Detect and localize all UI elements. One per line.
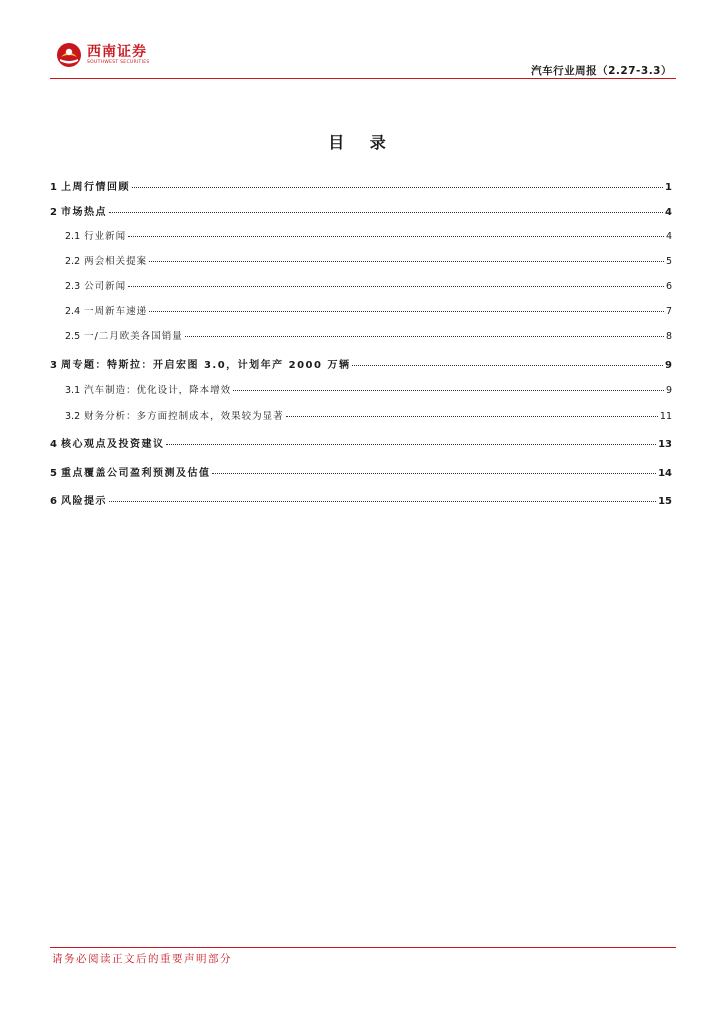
toc-entry[interactable] (50, 178, 672, 198)
toc-entry-number: 5 (50, 468, 57, 479)
toc-dot-leader (128, 286, 664, 287)
toc-entry-page: 7 (665, 306, 672, 317)
toc-entry-number: 2.2 (65, 256, 81, 267)
toc-entry[interactable] (50, 328, 672, 348)
toc-entry-number: 2.5 (65, 331, 81, 342)
toc-dot-leader (166, 444, 656, 445)
toc-entry-label: 一周新车速递 (84, 306, 148, 317)
toc-dot-leader (128, 236, 664, 237)
toc-entry-page: 5 (665, 256, 672, 267)
toc-dot-leader (109, 212, 663, 213)
toc-dot-leader (352, 365, 663, 366)
toc-entry-label: 一/二月欧美各国销量 (84, 331, 183, 342)
toc-dot-leader (212, 473, 656, 474)
toc-entry-page: 15 (658, 496, 672, 507)
toc-entry-number: 2.3 (65, 281, 81, 292)
toc-entry-page: 11 (659, 411, 672, 422)
toc-entry[interactable] (50, 356, 672, 376)
toc-entry-label: 重点覆盖公司盈利预测及估值 (60, 468, 211, 479)
toc-dot-leader (286, 416, 658, 417)
footer-divider (50, 947, 676, 948)
company-logo (56, 42, 150, 68)
toc-entry[interactable] (50, 492, 672, 512)
toc-entry[interactable] (50, 253, 672, 273)
toc-entry-label: 市场热点 (60, 207, 107, 218)
logo-chinese-name: 西南证券 (87, 44, 147, 60)
toc-entry-page: 4 (665, 231, 672, 242)
toc-entry-number: 1 (50, 182, 57, 193)
toc-entry-label: 两会相关提案 (84, 256, 148, 267)
toc-entry-label: 财务分析：多方面控制成本，效果较为显著 (84, 411, 284, 422)
toc-dot-leader (149, 311, 664, 312)
toc-entry-number: 6 (50, 496, 57, 507)
toc-entry-label: 周专题：特斯拉：开启宏图 3.0，计划年产 2000 万辆 (60, 360, 351, 371)
toc-entry[interactable] (50, 464, 672, 484)
toc-entry-page: 9 (665, 385, 672, 396)
toc-dot-leader (233, 390, 664, 391)
page-header (50, 40, 676, 80)
toc-entry[interactable] (50, 303, 672, 323)
toc-entry-page: 1 (665, 182, 672, 193)
toc-entry-page: 9 (665, 360, 672, 371)
toc-entry-page: 8 (665, 331, 672, 342)
toc-entry-label: 核心观点及投资建议 (60, 439, 165, 450)
toc-entry-label: 行业新闻 (84, 231, 127, 242)
toc-entry-label: 汽车制造：优化设计，降本增效 (84, 385, 232, 396)
toc-entry-number: 2.1 (65, 231, 81, 242)
toc-entry[interactable] (50, 435, 672, 455)
toc-entry-number: 2.4 (65, 306, 81, 317)
toc-entry-label: 公司新闻 (84, 281, 127, 292)
toc-entry-page: 4 (665, 207, 672, 218)
toc-entry-label: 风险提示 (60, 496, 107, 507)
toc-entry-number: 2 (50, 207, 57, 218)
toc-entry-page: 6 (665, 281, 672, 292)
toc-entry-number: 4 (50, 439, 57, 450)
toc-entry-page: 14 (658, 468, 672, 479)
toc-entry-number: 3.2 (65, 411, 81, 422)
toc-entry[interactable] (50, 278, 672, 298)
toc-entry-label: 上周行情回顾 (60, 182, 130, 193)
toc-heading: 目 录 (328, 133, 396, 152)
toc-dot-leader (149, 261, 664, 262)
toc-dot-leader (109, 501, 656, 502)
toc-dot-leader (185, 336, 664, 337)
toc-entry[interactable] (50, 228, 672, 248)
toc-entry-number: 3 (50, 360, 57, 371)
toc-entry-page: 13 (658, 439, 672, 450)
logo-emblem-icon (56, 42, 82, 68)
logo-english-name: SOUTHWEST SECURITIES (87, 60, 150, 65)
toc-entry-number: 3.1 (65, 385, 81, 396)
toc-entry[interactable] (50, 203, 672, 223)
report-title: 汽车行业周报（2.27-3.3） (531, 65, 672, 77)
toc-entry[interactable] (50, 382, 672, 402)
toc-dot-leader (132, 187, 663, 188)
toc-entry[interactable] (50, 408, 672, 428)
footer-disclaimer: 请务必阅读正文后的重要声明部分 (52, 953, 232, 965)
header-divider (50, 78, 676, 79)
